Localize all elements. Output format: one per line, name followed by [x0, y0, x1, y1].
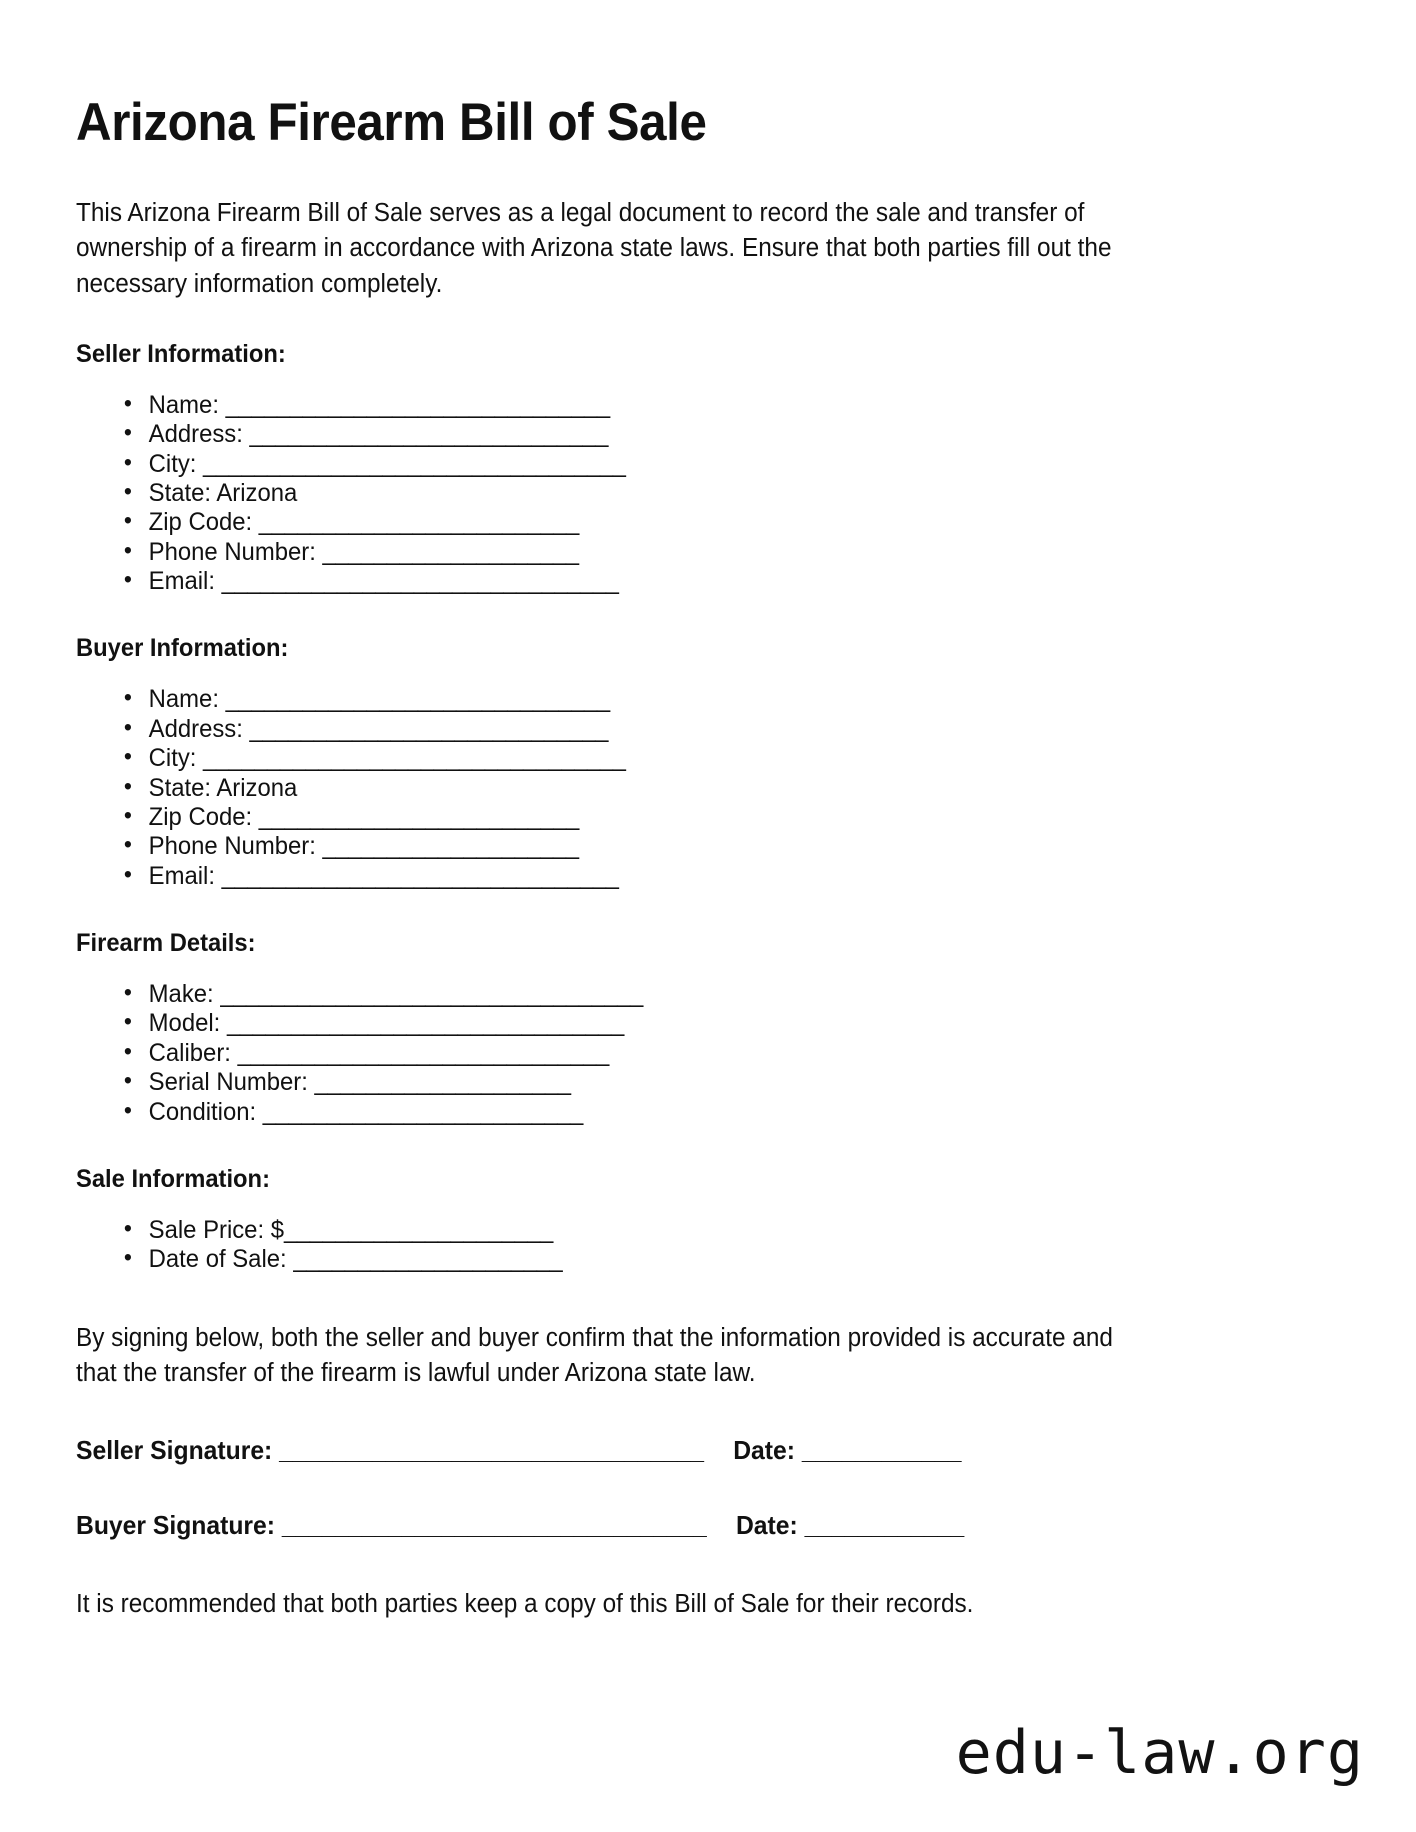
field-buyer-address — [120, 715, 1285, 744]
field-firearm-model — [120, 1009, 1285, 1038]
field-seller-name — [120, 391, 1285, 420]
field-blank[interactable]: _________________________________ — [203, 449, 626, 478]
field-blank[interactable]: _____________________ — [284, 1215, 553, 1244]
section-heading-firearm: Firearm Details: — [76, 929, 256, 958]
field-firearm-condition — [120, 1098, 1285, 1127]
field-buyer-city — [120, 744, 1285, 773]
field-label: State: — [148, 773, 212, 802]
field-buyer-zip — [120, 803, 1285, 832]
field-label: Zip Code: — [148, 508, 253, 537]
field-label: City: — [148, 744, 197, 773]
field-label: Email: — [148, 567, 215, 596]
field-blank[interactable]: ____________________ — [314, 1068, 571, 1097]
field-label: Phone Number: — [148, 832, 316, 861]
field-blank[interactable]: ____________________ — [322, 832, 579, 861]
field-blank[interactable]: ______________________________ — [225, 390, 610, 419]
footer-note: It is recommended that both parties keep a copy of this Bill of Sale for their records. — [76, 1590, 974, 1619]
buyer-date-label: Date: — [735, 1510, 798, 1541]
field-label: Name: — [148, 685, 219, 714]
field-blank[interactable]: _________________________________ — [220, 980, 643, 1009]
field-sale-price — [120, 1216, 1285, 1245]
field-label: City: — [148, 449, 197, 478]
field-seller-state — [120, 479, 1285, 508]
field-label: Sale Price: $ — [148, 1215, 285, 1244]
field-label: Phone Number: — [148, 537, 316, 566]
field-blank[interactable]: _________________________ — [258, 508, 579, 537]
sale-field-list — [76, 1216, 1340, 1275]
field-buyer-phone — [120, 832, 1285, 861]
field-blank[interactable]: ______________________________ — [225, 685, 610, 714]
field-buyer-state — [120, 774, 1285, 803]
field-blank[interactable]: _______________________________ — [221, 567, 619, 596]
buyer-signature-label: Buyer Signature: — [76, 1510, 276, 1541]
field-seller-phone — [120, 538, 1285, 567]
field-label: Address: — [148, 714, 243, 743]
field-label: Serial Number: — [148, 1068, 308, 1097]
field-label: Make: — [148, 980, 214, 1009]
buyer-signature-row — [76, 1510, 1277, 1541]
section-heading-buyer: Buyer Information: — [76, 634, 289, 663]
field-blank[interactable]: _______________________________ — [226, 1009, 624, 1038]
field-seller-email — [120, 567, 1285, 596]
field-label: Date of Sale: — [148, 1245, 287, 1274]
seller-field-list — [76, 391, 1340, 597]
field-blank[interactable]: _________________________________ — [203, 744, 626, 773]
page-title: Arizona Firearm Bill of Sale — [76, 93, 707, 152]
closing-paragraph: By signing below, both the seller and buyer confirm that the information provided is accurate and that the transfer of the firearm is lawful under Arizona state law. — [76, 1323, 1113, 1387]
field-firearm-serial-number — [120, 1068, 1285, 1097]
field-value: Arizona — [216, 773, 298, 802]
field-blank[interactable]: ____________________ — [322, 537, 579, 566]
field-label: Condition: — [148, 1097, 257, 1126]
intro-paragraph: This Arizona Firearm Bill of Sale serves as a legal document to record the sale and transfer of ownership of a firearm in accordance with Arizona state laws. Ensure that both parties fill out the necessary information completely. — [76, 199, 1112, 298]
field-label: Zip Code: — [148, 802, 253, 831]
field-seller-zip — [120, 508, 1285, 537]
field-label: State: — [148, 478, 212, 507]
field-value: Arizona — [216, 478, 298, 507]
field-label: Caliber: — [148, 1038, 231, 1067]
field-label: Address: — [148, 420, 243, 449]
site-watermark: edu-law.org — [955, 1718, 1364, 1788]
buyer-signature-line[interactable]: ________________________________ — [281, 1510, 707, 1541]
seller-date-label: Date: — [733, 1435, 795, 1466]
seller-signature-line[interactable]: ________________________________ — [279, 1435, 704, 1466]
field-blank[interactable]: ____________________________ — [249, 714, 608, 743]
field-blank[interactable]: _______________________________ — [221, 861, 619, 890]
field-firearm-caliber — [120, 1039, 1285, 1068]
buyer-date-line[interactable]: ____________ — [804, 1510, 964, 1541]
field-date-of-sale — [120, 1245, 1285, 1274]
seller-signature-label: Seller Signature: — [76, 1435, 273, 1466]
field-buyer-name — [120, 685, 1285, 714]
field-label: Email: — [148, 861, 215, 890]
field-blank[interactable]: _____________________________ — [237, 1038, 609, 1067]
field-blank[interactable]: ____________________________ — [249, 420, 608, 449]
field-label: Name: — [148, 390, 219, 419]
firearm-field-list — [76, 980, 1340, 1127]
field-blank[interactable]: _________________________ — [262, 1097, 583, 1126]
seller-date-line[interactable]: ____________ — [801, 1435, 962, 1466]
field-seller-address — [120, 420, 1285, 449]
field-label: Model: — [148, 1009, 221, 1038]
field-blank[interactable]: _____________________ — [293, 1245, 563, 1274]
field-blank[interactable]: _________________________ — [258, 802, 579, 831]
seller-signature-row — [76, 1435, 1277, 1466]
field-seller-city — [120, 450, 1285, 479]
section-heading-seller: Seller Information: — [76, 339, 286, 368]
section-heading-sale: Sale Information: — [76, 1164, 270, 1193]
buyer-field-list — [76, 685, 1340, 891]
field-firearm-make — [120, 980, 1285, 1009]
field-buyer-email — [120, 862, 1285, 891]
